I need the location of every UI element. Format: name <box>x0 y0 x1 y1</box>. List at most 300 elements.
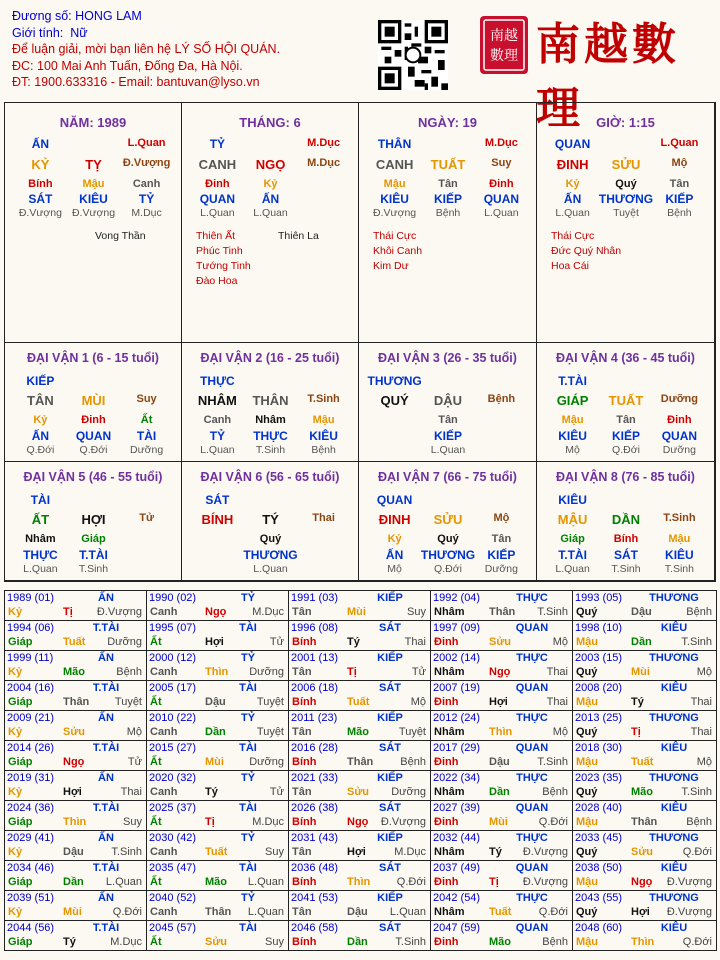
hidden-state: Bệnh <box>435 207 461 219</box>
year-cell <box>147 711 289 741</box>
heavenly-stem: Canh <box>150 906 178 918</box>
earthly-branch: DẦN <box>611 512 641 527</box>
hidden-state: Q.Đới <box>434 563 462 575</box>
year-cell <box>431 711 573 741</box>
heavenly-stem: Tân <box>292 846 312 858</box>
life-stage: Mộ <box>552 636 568 648</box>
hidden-god: T.TÀI <box>79 548 108 562</box>
heavenly-stem: Bính <box>292 756 317 768</box>
shen-sha: Thái Cực <box>551 230 595 242</box>
year-cell <box>573 891 717 921</box>
year-label: 1998 (10) <box>575 622 623 634</box>
dai-van-cell <box>5 343 182 462</box>
life-stage: Suy <box>123 816 142 828</box>
life-stage: Tử <box>411 666 426 678</box>
life-stage: Tuyệt <box>256 726 284 738</box>
heavenly-stem: TÂN <box>27 393 54 408</box>
heavenly-stem: Tân <box>292 606 312 618</box>
heavenly-stem: Ất <box>150 876 162 888</box>
life-stage: Bệnh <box>487 393 516 405</box>
year-cell <box>147 891 289 921</box>
life-stage: Đ.Vượng <box>666 906 712 918</box>
year-label: 1993 (05) <box>575 592 623 604</box>
dai-van-title: ĐẠI VẬN 8 (76 - 85 tuổi) <box>556 470 695 484</box>
life-stage: Q.Đới <box>682 846 712 858</box>
hidden-state: T.Sinh <box>664 563 694 575</box>
year-cell <box>431 861 573 891</box>
life-stage: Thai <box>690 726 712 738</box>
ten-god: QUAN <box>515 802 549 814</box>
earthly-branch: Sửu <box>205 936 228 948</box>
hidden-stem: Canh <box>203 414 232 426</box>
year-cell <box>573 711 717 741</box>
year-label: 2034 (46) <box>7 862 55 874</box>
hidden-stem: Mậu <box>383 178 406 190</box>
heavenly-stem: Kỷ <box>8 786 23 798</box>
hidden-god: SÁT <box>28 192 53 206</box>
hidden-stem: Bính <box>613 533 639 545</box>
year-label: 2002 (14) <box>433 652 481 664</box>
ten-god: QUAN <box>515 922 549 934</box>
hidden-stem: Ất <box>140 414 153 426</box>
shen-sha: Thái Cực <box>373 230 417 242</box>
year-label: 1990 (02) <box>149 592 197 604</box>
year-cell <box>289 771 431 801</box>
hidden-god: THƯƠNG <box>243 548 298 562</box>
earthly-branch: NGỌ <box>255 157 286 172</box>
ten-god: TÀI <box>239 742 257 754</box>
seal-stamp-icon <box>478 14 530 76</box>
hidden-state: L.Quan <box>555 563 590 575</box>
earthly-branch: Mùi <box>631 666 650 678</box>
hidden-god: KIÊU <box>309 429 338 443</box>
earthly-branch: Dậu <box>63 846 84 858</box>
hidden-stem: Mậu <box>312 414 335 426</box>
year-label: 2023 (35) <box>575 772 623 784</box>
earthly-branch: Sửu <box>347 786 370 798</box>
year-cell <box>147 921 289 951</box>
year-cell <box>431 591 573 621</box>
hidden-state: Q.Đới <box>612 444 640 456</box>
dai-van-cell <box>537 343 715 462</box>
hidden-state: L.Quan <box>484 207 519 219</box>
earthly-branch: Tị <box>631 726 641 738</box>
year-label: 2013 (25) <box>575 712 623 724</box>
ten-god: THỰC <box>516 832 548 844</box>
dai-van-title: ĐẠI VẬN 5 (46 - 55 tuổi) <box>23 470 163 484</box>
ten-god-state: M.Dục <box>307 137 341 149</box>
earthly-branch: Thân <box>63 696 90 708</box>
heavenly-stem: ẤT <box>31 512 50 527</box>
year-cell <box>5 681 147 711</box>
heavenly-stem: Bính <box>292 816 317 828</box>
year-label: 2036 (48) <box>291 862 339 874</box>
year-label: 2031 (43) <box>291 832 339 844</box>
svg-text:南越: 南越 <box>490 28 518 44</box>
earthly-branch: Thân <box>205 906 232 918</box>
heavenly-stem: QUÝ <box>380 393 409 408</box>
heavenly-stem: Canh <box>150 846 178 858</box>
year-label: 2007 (19) <box>433 682 481 694</box>
earthly-branch: TỴ <box>85 157 102 172</box>
pillar-cell <box>359 103 537 343</box>
ten-god: SÁT <box>379 922 401 934</box>
year-label: 2041 (53) <box>291 892 339 904</box>
life-stage: Bệnh <box>686 606 712 618</box>
shen-sha-list <box>373 229 422 274</box>
year-label: 2042 (54) <box>433 892 481 904</box>
earthly-branch: Mùi <box>489 816 508 828</box>
dai-van-title: ĐẠI VẬN 7 (66 - 75 tuổi) <box>378 470 517 484</box>
hidden-state: Q.Đới <box>79 444 108 456</box>
year-cell <box>147 801 289 831</box>
hidden-stem: Đinh <box>489 178 514 190</box>
heavenly-stem: Mậu <box>576 696 598 708</box>
hidden-stem: Nhâm <box>255 414 286 426</box>
earthly-branch: Ngọ <box>205 606 227 618</box>
year-cell <box>431 741 573 771</box>
heavenly-stem: CANH <box>198 157 237 172</box>
year-label: 1999 (11) <box>7 652 54 664</box>
ten-god: T.TÀI <box>92 682 120 694</box>
hidden-god: KIẾP <box>611 429 640 443</box>
year-cell <box>289 711 431 741</box>
hidden-stem: Mậu <box>82 178 105 190</box>
heavenly-stem: Giáp <box>8 816 33 828</box>
heavenly-stem: Mậu <box>576 936 598 948</box>
hidden-god: KIẾP <box>665 192 694 206</box>
year-cell <box>431 621 573 651</box>
earthly-branch: Mão <box>63 666 85 678</box>
pillar-title: GIỜ: 1:15 <box>596 115 655 130</box>
life-stage: Đ.Vượng <box>666 876 712 888</box>
qr-code-icon <box>378 20 448 90</box>
earthly-branch: Thìn <box>489 726 513 738</box>
year-label: 2040 (52) <box>149 892 197 904</box>
ten-god: T.TÀI <box>92 802 120 814</box>
life-stage: Mộ <box>552 726 568 738</box>
earthly-branch: SỬU <box>611 157 641 172</box>
hidden-stem: Kỷ <box>33 414 48 426</box>
ten-god: THỰC <box>516 652 548 664</box>
earthly-branch: Mùi <box>63 906 82 918</box>
heavenly-stem: Nhâm <box>434 606 465 618</box>
earthly-branch: Sửu <box>63 726 86 738</box>
year-label: 1992 (04) <box>433 592 481 604</box>
ten-god: KIẾP <box>377 712 403 724</box>
year-label: 2015 (27) <box>149 742 197 754</box>
ten-god: ẤN <box>98 772 114 784</box>
heavenly-stem: Đinh <box>434 876 459 888</box>
year-cell <box>289 621 431 651</box>
heavenly-stem: KỶ <box>31 157 50 172</box>
heavenly-stem: Kỷ <box>8 846 23 858</box>
earthly-branch: Ngọ <box>63 756 85 768</box>
year-cell <box>5 651 147 681</box>
shen-sha-list <box>95 229 146 244</box>
year-label: 2046 (58) <box>291 922 339 934</box>
life-stage: Thai <box>546 696 568 708</box>
shen-sha: Kim Dư <box>373 260 409 272</box>
year-label: 1997 (09) <box>433 622 481 634</box>
heavenly-stem: BÍNH <box>201 512 234 527</box>
earthly-branch: Hợi <box>347 846 366 858</box>
life-stage: Đ.Vượng <box>96 606 142 618</box>
hidden-stem: Giáp <box>81 533 106 545</box>
shen-sha: Thiên Ất <box>196 230 236 242</box>
heavenly-stem: Đinh <box>434 756 459 768</box>
ten-god: THỰC <box>200 374 235 388</box>
year-label: 2022 (34) <box>433 772 481 784</box>
heavenly-stem: GIÁP <box>556 393 589 408</box>
earthly-branch: Tý <box>347 636 360 648</box>
earthly-branch: Tuất <box>63 636 86 648</box>
year-label: 2014 (26) <box>7 742 55 754</box>
pillar-cell <box>182 103 359 343</box>
heavenly-stem: Quý <box>576 846 598 858</box>
year-cell <box>147 831 289 861</box>
year-label: 2028 (40) <box>575 802 623 814</box>
heavenly-stem: Nhâm <box>434 786 465 798</box>
hidden-state: Bệnh <box>667 207 692 219</box>
life-stage: Dưỡng <box>391 786 426 798</box>
pillar-cell <box>537 103 715 343</box>
pillar-cell <box>5 103 182 343</box>
heavenly-stem: Nhâm <box>434 666 465 678</box>
ten-god: TỶ <box>240 592 256 604</box>
year-label: 2032 (44) <box>433 832 481 844</box>
year-cell <box>573 771 717 801</box>
ten-god: ẤN <box>98 892 114 904</box>
life-stage: Tử <box>139 512 154 524</box>
earthly-branch: Ngọ <box>489 666 511 678</box>
earthly-branch: Hợi <box>631 906 650 918</box>
heavenly-stem: Đinh <box>434 696 459 708</box>
dai-van-cell <box>359 462 537 581</box>
earthly-branch: Tuất <box>489 906 512 918</box>
ten-god: KIẾP <box>377 832 403 844</box>
year-label: 2008 (20) <box>575 682 623 694</box>
earthly-branch: Mão <box>205 876 227 888</box>
ten-god: QUAN <box>515 862 549 874</box>
life-stage: Tuyệt <box>398 726 426 738</box>
heavenly-stem: CANH <box>375 157 414 172</box>
shen-sha: Hoa Cái <box>551 260 589 272</box>
ten-god-state: L.Quan <box>127 137 166 149</box>
heavenly-stem: Bính <box>292 696 317 708</box>
earthly-branch: Mùi <box>347 606 366 618</box>
year-cell <box>147 771 289 801</box>
hidden-god: QUAN <box>661 429 698 443</box>
year-cell <box>431 771 573 801</box>
dai-van-cell <box>5 462 182 581</box>
life-stage: T.Sinh <box>681 636 712 648</box>
life-stage: Mộ <box>671 157 688 169</box>
contact-line: Để luận giải, mời bạn liên hệ LÝ SỐ HỘI QUÁN. <box>12 42 281 56</box>
ten-god-state: L.Quan <box>660 137 699 149</box>
life-stage: Bệnh <box>542 786 568 798</box>
ten-god: ẤN <box>98 592 114 604</box>
ten-god: THƯƠNG <box>649 592 699 604</box>
earthly-branch: Dần <box>347 936 368 948</box>
ten-god: ẤN <box>98 832 114 844</box>
year-cell <box>573 831 717 861</box>
year-cell <box>573 861 717 891</box>
hidden-stem: Mậu <box>668 533 691 545</box>
life-stage: L.Quan <box>247 906 284 918</box>
year-label: 2029 (41) <box>7 832 55 844</box>
year-cell <box>573 921 717 951</box>
hidden-state: L.Quan <box>23 563 58 575</box>
ten-god: THỰC <box>516 592 548 604</box>
hidden-stem: Kỷ <box>387 533 402 545</box>
year-label: 2010 (22) <box>149 712 197 724</box>
hidden-god: KIẾP <box>433 429 462 443</box>
life-stage: Suy <box>265 846 284 858</box>
earthly-branch: Ngọ <box>631 876 653 888</box>
life-stage: Tuyệt <box>256 696 284 708</box>
year-label: 2037 (49) <box>433 862 481 874</box>
heavenly-stem: Mậu <box>576 876 598 888</box>
heavenly-stem: Kỷ <box>8 606 23 618</box>
year-label: 2017 (29) <box>433 742 481 754</box>
life-stage: Q.Đới <box>538 816 568 828</box>
hidden-state: Q.Đới <box>26 444 55 456</box>
earthly-branch: Tý <box>489 846 502 858</box>
year-label: 1989 (01) <box>7 592 55 604</box>
heavenly-stem: Đinh <box>434 936 459 948</box>
earthly-branch: Tý <box>205 786 218 798</box>
heavenly-stem: Bính <box>292 876 317 888</box>
life-stage: Suy <box>491 157 512 169</box>
year-label: 1995 (07) <box>149 622 197 634</box>
ten-god: KIÊU <box>660 862 688 874</box>
hidden-stem: Kỷ <box>263 178 278 190</box>
earthly-branch: TUẤT <box>608 393 644 408</box>
ten-god: KIÊU <box>660 922 688 934</box>
year-cell <box>289 831 431 861</box>
heavenly-stem: Đinh <box>434 636 459 648</box>
heavenly-stem: Nhâm <box>434 846 465 858</box>
ten-god: THỰC <box>516 892 548 904</box>
ten-god: ẤN <box>31 137 50 151</box>
year-cell <box>289 681 431 711</box>
heavenly-stem: Tân <box>292 666 312 678</box>
year-cell <box>5 921 147 951</box>
ten-god: THƯƠNG <box>649 832 699 844</box>
earthly-branch: HỢI <box>81 512 106 527</box>
heavenly-stem: NHÂM <box>197 393 237 408</box>
earthly-branch: Tị <box>347 666 357 678</box>
hidden-stem: Tân <box>438 414 458 426</box>
hidden-stem: Giáp <box>560 533 585 545</box>
heavenly-stem: Giáp <box>8 876 33 888</box>
hidden-stem: Quý <box>615 178 637 190</box>
life-stage: Đ.Vượng <box>380 816 426 828</box>
year-label: 2020 (32) <box>149 772 197 784</box>
ten-god: KIẾP <box>377 652 403 664</box>
dai-van-cell <box>182 462 359 581</box>
hidden-god: TÀI <box>136 429 157 443</box>
year-label: 2001 (13) <box>291 652 339 664</box>
earthly-branch: Dậu <box>489 756 510 768</box>
year-cell <box>289 861 431 891</box>
year-cell <box>5 771 147 801</box>
heavenly-stem: Tân <box>292 786 312 798</box>
life-stage: Q.Đới <box>538 906 568 918</box>
ten-god: T.TÀI <box>92 862 120 874</box>
life-stage: Tử <box>269 786 284 798</box>
hidden-stem: Đinh <box>205 178 230 190</box>
hidden-state: Đ.Vượng <box>18 207 62 219</box>
hidden-state: T.Sinh <box>255 444 286 456</box>
ten-god: KIẾP <box>377 892 403 904</box>
dai-van-cell <box>359 343 537 462</box>
ten-god: ẤN <box>98 652 114 664</box>
heavenly-stem: Mậu <box>576 636 598 648</box>
shen-sha-list-2 <box>278 229 319 244</box>
earthly-branch: Thìn <box>205 666 229 678</box>
earthly-branch: Tị <box>63 606 73 618</box>
year-label: 2012 (24) <box>433 712 481 724</box>
year-label: 1991 (03) <box>291 592 339 604</box>
ten-god: TÀI <box>239 922 257 934</box>
year-label: 2026 (38) <box>291 802 339 814</box>
earthly-branch: Tuất <box>205 846 228 858</box>
chart-frame <box>4 102 716 582</box>
shen-sha-list <box>551 229 621 274</box>
life-stage: M.Dục <box>252 816 284 828</box>
hidden-state: L.Quan <box>253 207 288 219</box>
life-stage: Đ.Vượng <box>522 876 568 888</box>
life-stage: Bệnh <box>116 666 142 678</box>
shen-sha-list <box>196 229 251 289</box>
hidden-god: THỰC <box>253 429 288 443</box>
life-stage: Thai <box>404 636 426 648</box>
hidden-state: Tuyệt <box>613 207 639 219</box>
earthly-branch: Thìn <box>347 876 371 888</box>
ten-god: KIÊU <box>660 742 688 754</box>
earthly-branch: Hợi <box>489 696 508 708</box>
life-stage: T.Sinh <box>395 936 426 948</box>
earthly-branch: SỬU <box>433 512 463 527</box>
year-label: 2035 (47) <box>149 862 197 874</box>
year-label: 1994 (06) <box>7 622 55 634</box>
year-cell <box>5 591 147 621</box>
year-cell <box>431 681 573 711</box>
ten-god: QUAN <box>554 137 591 151</box>
life-stage: Mộ <box>126 726 142 738</box>
life-stage: Suy <box>407 606 426 618</box>
shen-sha: Vong Thần <box>95 230 146 242</box>
heavenly-stem: Ất <box>150 756 162 768</box>
ten-god: TÀI <box>239 682 257 694</box>
life-stage: Tử <box>269 636 284 648</box>
life-stage: Suy <box>136 393 157 405</box>
hidden-state: Mộ <box>387 563 402 575</box>
earthly-branch: Mão <box>489 936 511 948</box>
hidden-god: KIẾP <box>487 548 516 562</box>
year-label: 2033 (45) <box>575 832 623 844</box>
heavenly-stem: Bính <box>292 636 317 648</box>
ten-god: QUAN <box>515 622 549 634</box>
hidden-god: T.TÀI <box>558 548 587 562</box>
hidden-stem: Quý <box>437 533 459 545</box>
year-cell <box>147 741 289 771</box>
pillar-title: THÁNG: 6 <box>239 115 301 130</box>
heavenly-stem: Giáp <box>8 936 33 948</box>
life-stage: T.Sinh <box>681 786 712 798</box>
